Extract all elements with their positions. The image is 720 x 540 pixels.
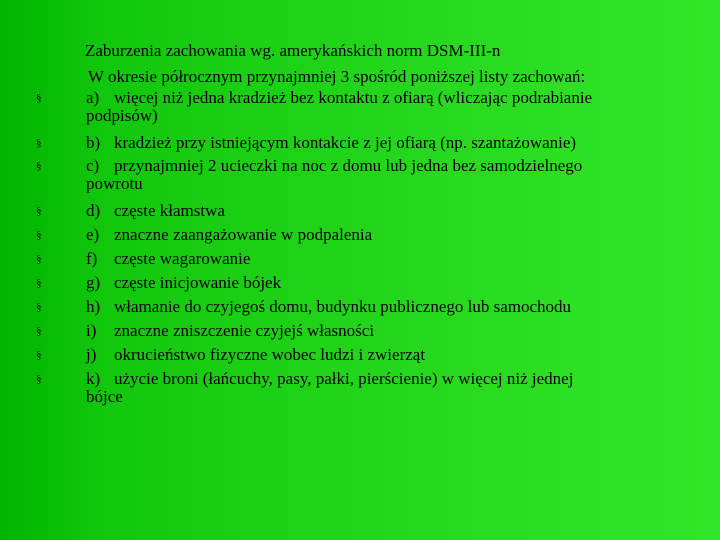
list-item-text (86, 202, 696, 220)
list-item-letter: h) (86, 297, 101, 316)
list-item-label-continued: podpisów) (86, 106, 158, 125)
list-item-label: częste wagarowanie (114, 249, 251, 268)
list-item-letter: j) (86, 345, 97, 364)
list-item-text (86, 250, 696, 268)
list-item-letter: d) (86, 201, 101, 220)
list-item-label: znaczne zaangażowanie w podpalenia (114, 225, 373, 244)
list-item-label: kradzież przy istniejącym kontakcie z jej ofiarą (np. szantażowanie) (114, 133, 577, 152)
list-item-label-continued: powrotu (86, 174, 143, 193)
list-item-label: przynajmniej 2 ucieczki na noc z domu lub jedna bez samodzielnego (114, 156, 583, 175)
list-item-text (86, 370, 696, 406)
list-item-text (86, 298, 696, 316)
list-item-label: użycie broni (łańcuchy, pasy, pałki, pierścienie) w więcej niż jednej (114, 369, 574, 388)
list-item-label: częste kłamstwa (114, 201, 225, 220)
list-item-letter: b) (86, 133, 101, 152)
list-item-label: więcej niż jedna kradzież bez kontaktu z ofiarą (wliczając podrabianie (114, 88, 593, 107)
bullet-icon: § (36, 325, 42, 337)
list-item-letter: g) (86, 273, 101, 292)
list-item-text (86, 157, 696, 193)
list-item-label: włamanie do czyjegoś domu, budynku publicznego lub samochodu (114, 297, 572, 316)
bullet-icon: § (36, 301, 42, 313)
list-item-letter: a) (86, 88, 100, 107)
bullet-icon: § (36, 160, 42, 172)
slide-title: Zaburzenia zachowania wg. amerykańskich norm DSM-III-n (85, 41, 501, 60)
bullet-icon: § (36, 277, 42, 289)
list-item-label: okrucieństwo fizyczne wobec ludzi i zwierząt (114, 345, 426, 364)
bullet-icon: § (36, 253, 42, 265)
bullet-icon: § (36, 92, 42, 104)
list-item-letter: i) (86, 321, 97, 340)
list-item-label: częste inicjowanie bójek (114, 273, 282, 292)
list-item-text (86, 226, 696, 244)
list-item-letter: c) (86, 156, 100, 175)
bullet-icon: § (36, 229, 42, 241)
list-item-letter: k) (86, 369, 101, 388)
list-item-text (86, 346, 696, 364)
list-item-letter: f) (86, 249, 98, 268)
list-item-letter: e) (86, 225, 100, 244)
bullet-icon: § (36, 137, 42, 149)
list-item-label: znaczne zniszczenie czyjejś własności (114, 321, 375, 340)
list-item-text (86, 322, 696, 340)
bullet-icon: § (36, 205, 42, 217)
list-item-text (86, 89, 696, 125)
list-item-label-continued: bójce (86, 387, 123, 406)
list-item-text (86, 134, 696, 152)
bullet-icon: § (36, 373, 42, 385)
bullet-icon: § (36, 349, 42, 361)
slide-subtitle: W okresie półrocznym przynajmniej 3 spośród poniższej listy zachowań: (88, 67, 586, 86)
list-item-text (86, 274, 696, 292)
